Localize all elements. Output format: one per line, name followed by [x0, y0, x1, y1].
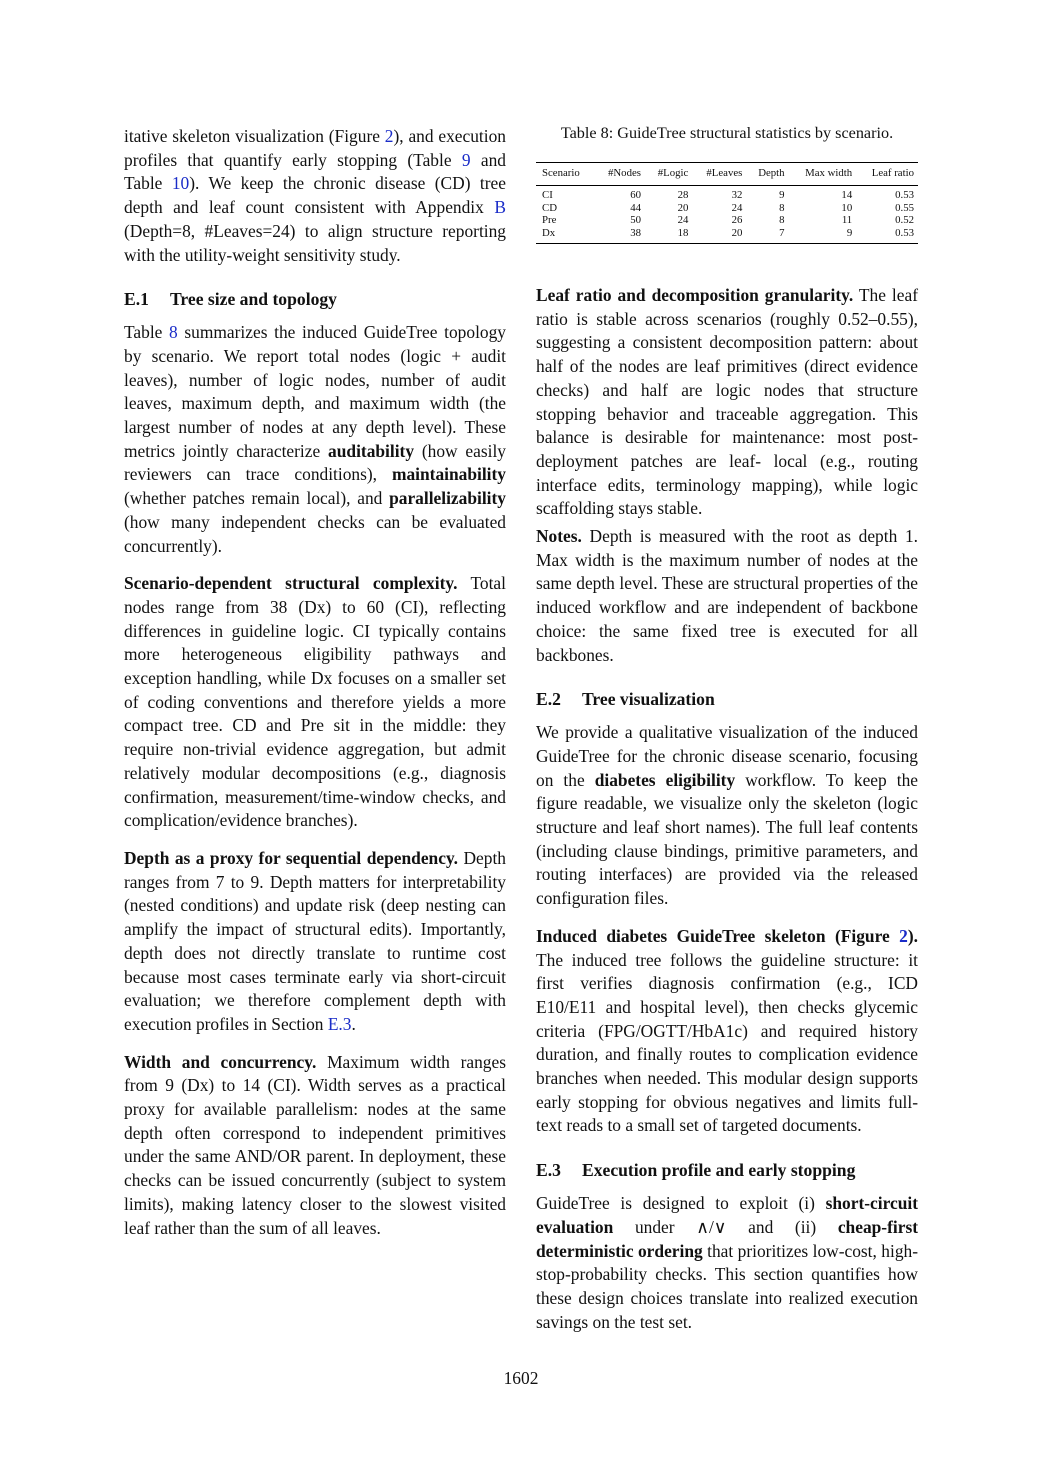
- e1-summary-paragraph: [124, 321, 506, 558]
- table-cell: 9: [779, 188, 785, 201]
- table-cell: CD: [542, 201, 557, 214]
- text-run: (how easily reviewers can trace conditions),: [124, 440, 506, 485]
- skeleton-paragraph: [536, 925, 918, 1138]
- table-row: [536, 214, 918, 227]
- bold-text: Induced diabetes GuideTree skeleton (Figure: [536, 925, 900, 946]
- table-cell: 24: [677, 214, 689, 227]
- text-run: itative skeleton visualization (Figure: [124, 126, 385, 146]
- table-row: [536, 227, 918, 243]
- cross-reference-link[interactable]: 10: [171, 173, 190, 194]
- text-run: ), and execution profiles that quantify early stopping (Table: [124, 126, 506, 170]
- table-cell: 20: [677, 201, 689, 214]
- table-cell: 10: [841, 201, 853, 214]
- table-cell: Pre: [542, 214, 557, 227]
- text-run: Table: [124, 322, 170, 343]
- intro-paragraph: [124, 125, 506, 267]
- section-heading-e1: [124, 288, 506, 311]
- table-cell: CI: [542, 188, 553, 201]
- complexity-paragraph: [124, 572, 506, 833]
- bold-text: Depth as a proxy for sequential dependency.: [124, 847, 459, 868]
- bold-text: Width and concurrency.: [124, 1051, 317, 1072]
- table-cell: 38: [630, 227, 641, 240]
- table-header-row: [536, 163, 918, 186]
- table-cell: 44: [630, 201, 641, 214]
- column-header: Depth: [746, 163, 788, 186]
- right-column: [536, 122, 918, 1334]
- table-cell: 7: [779, 227, 785, 240]
- e2-intro-paragraph: [536, 721, 918, 911]
- depth-paragraph: [124, 847, 506, 1037]
- text-run: Depth ranges from 7 to 9. Depth matters for interpretability (nested conditions) and update risk (deep nesting can amplify the impact of structural edits). Importantly, depth does not directly translate to runtime cost because most cases terminate early via short-circuit evaluation; we therefore complement depth with execution profiles in Section: [124, 847, 506, 1034]
- bold-text: short-circuit evaluation: [536, 1193, 918, 1237]
- e3-intro-paragraph: [536, 1192, 918, 1334]
- text-run: The leaf ratio is stable across scenarios (roughly 0.52–0.55), suggesting a consistent decomposition pattern: about half of the nodes are leaf primitives (direct evidence checks) and half are logic nodes that structure stopping behavior and traceable aggregation. This balance is desirable for maintenance: most post-deployment patches are leaf- local (e.g., routing interface edits, terminology mapping), while logic scaffolding stays stable.: [536, 284, 918, 519]
- bold-text: Notes.: [536, 526, 582, 547]
- table-cell: 20: [731, 227, 743, 240]
- notes-paragraph: [536, 525, 918, 667]
- table-cell: 28: [677, 188, 689, 201]
- bold-text: ).: [907, 925, 918, 946]
- left-column: [124, 125, 506, 1240]
- cross-reference-link[interactable]: 2: [899, 925, 908, 946]
- text-run: (Depth=8, #Leaves=24) to align structure reporting with the utility-weight sensitivity study.: [124, 220, 506, 265]
- table-cell: 24: [731, 201, 743, 214]
- table-caption: Table 8: GuideTree structural statistics by scenario.: [560, 124, 894, 142]
- bold-text: auditability: [328, 440, 415, 461]
- table-cell: 0.53: [895, 227, 914, 240]
- section-number: E.2: [536, 689, 561, 710]
- section-number: E.1: [124, 289, 149, 310]
- text-run: (how many independent checks can be evaluated concurrently).: [124, 511, 506, 556]
- table-cell: 0.52: [895, 214, 914, 227]
- cross-reference-link[interactable]: E.3: [327, 1013, 352, 1034]
- section-heading-e2: [536, 688, 918, 711]
- table-cell: 32: [731, 188, 743, 201]
- table-cell: 0.53: [895, 188, 914, 201]
- table-cell: 26: [731, 214, 743, 227]
- bold-text: diabetes eligibility: [594, 769, 736, 790]
- text-run: The induced tree follows the guideline structure: it first verifies diagnosis confirmation (e.g., ICD E10/E11 and hospital level), then checks glycemic criteria (FPG/OGTT/HbA1c) and required history duration, and finally routes to complication evidence branches when needed. This modular design supports early stopping for obvious negatives and limits full-text reads to a small set of targeted documents.: [536, 949, 918, 1136]
- cross-reference-link[interactable]: 9: [461, 149, 471, 170]
- table-cell: 14: [841, 188, 853, 201]
- table-cell: 9: [846, 227, 853, 240]
- table-cell: 60: [630, 188, 641, 201]
- text-run: Depth is measured with the root as depth 1. Max width is the maximum number of nodes at the same depth level. These are structural properties of the induced workflow and are independent of backbone choice: the same fixed tree is executed for all backbones.: [536, 526, 918, 665]
- table-row: [536, 202, 918, 215]
- bold-text: cheap-first deterministic ordering: [536, 1216, 918, 1261]
- text-run: and Table: [124, 149, 506, 194]
- text-run: workflow. To keep the figure readable, we visualize only the skeleton (logic structure and leaf short names). The full leaf contents (including clause bindings, primitive parameters, and routing interfaces) are provided via the released configuration files.: [536, 769, 918, 909]
- cross-reference-link[interactable]: 8: [169, 322, 178, 343]
- section-number: E.3: [536, 1160, 561, 1181]
- section-title: Tree size and topology: [170, 289, 337, 310]
- table-row: [536, 185, 918, 201]
- column-header: Scenario: [536, 163, 595, 186]
- text-run: .: [351, 1013, 356, 1034]
- leaf-ratio-paragraph: [536, 284, 918, 521]
- text-run: Total nodes range from 38 (Dx) to 60 (CI), reflecting differences in guideline logic. CI typically contains more heterogeneous eligibility pathways and exception handling, while Dx focuses on a smaller set of coding conventions and therefore yields a more compact tree. CD and Pre sit in the middle: they require non-trivial evidence aggregation, but admit relatively modular decompositions (e.g., diagnosis confirmation, measurement/time-window checks, and complication/evidence branches).: [124, 573, 506, 831]
- column-header: Max width: [789, 163, 857, 186]
- text-run: ). We keep the chronic disease (CD) tree depth and leaf count consistent with Appendix: [124, 173, 506, 218]
- column-header: #Leaves: [692, 163, 746, 186]
- section-heading-e3: [536, 1159, 918, 1182]
- section-title: Tree visualization: [582, 689, 715, 710]
- column-header: #Nodes: [595, 163, 645, 186]
- table-cell: 0.55: [895, 201, 914, 214]
- section-title: Execution profile and early stopping: [582, 1160, 856, 1181]
- column-header: Leaf ratio: [856, 163, 918, 186]
- table-cell: 11: [841, 214, 853, 227]
- cross-reference-link[interactable]: 2: [384, 126, 394, 146]
- bold-text: Scenario-dependent structural complexity.: [124, 573, 458, 594]
- table-body: [536, 185, 918, 243]
- width-paragraph: [124, 1051, 506, 1241]
- table-cell: 18: [677, 227, 689, 240]
- bold-text: Leaf ratio and decomposition granularity.: [536, 284, 854, 305]
- bold-text: parallelizability: [389, 488, 506, 509]
- text-run: that prioritizes low-cost, high-stop-probability checks. This section quantifies how these design choices translate into realized execution savings on the test set.: [536, 1240, 919, 1332]
- text-run: GuideTree is designed to exploit (i): [536, 1193, 826, 1214]
- text-run: under ∧/∨ and (ii): [613, 1216, 838, 1237]
- structural-statistics-table: [536, 162, 918, 244]
- table-cell: 8: [779, 214, 785, 227]
- text-run: summarizes the induced GuideTree topology by scenario. We report total nodes (logic + audit leaves), number of logic nodes, number of audit leaves, maximum depth, and maximum width (the largest number of nodes at any depth level). These metrics jointly characterize: [124, 322, 506, 461]
- text-run: We provide a qualitative visualization of the induced GuideTree for the chronic disease scenario, focusing on the: [536, 722, 918, 790]
- page-number: 1602: [503, 1368, 539, 1388]
- bold-text: maintainability: [391, 464, 506, 485]
- text-run: Maximum width ranges from 9 (Dx) to 14 (CI). Width serves as a practical proxy for available parallelism: nodes at the same depth often correspond to independent primitives under the same AND/OR parent. In deployment, these checks can be issued concurrently (subject to system limits), making latency closer to the slowest visited leaf rather than the sum of all leaves.: [124, 1051, 506, 1238]
- table-cell: 8: [779, 201, 785, 214]
- cross-reference-link[interactable]: B: [494, 197, 506, 218]
- table-cell: 50: [630, 214, 641, 227]
- text-run: (whether patches remain local), and: [124, 488, 390, 509]
- column-header: #Logic: [645, 163, 692, 186]
- table-cell: Dx: [542, 227, 556, 240]
